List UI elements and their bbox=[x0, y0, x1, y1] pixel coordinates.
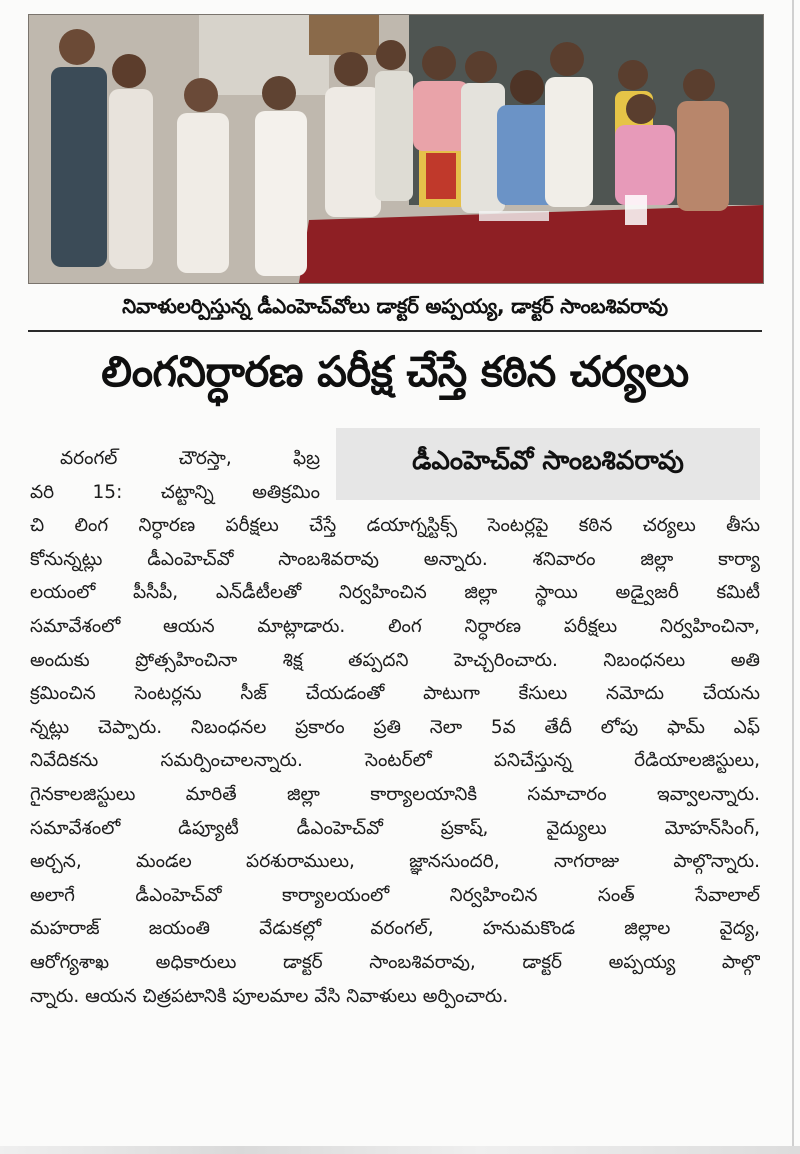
body-line: అలాగే డీఎంహెచ్‌వో కార్యాలయంలో నిర్వహించిన సంత్ సేవాలాల్ bbox=[30, 884, 760, 906]
article-headline: లింగనిర్ధారణ పరీక్ష చేస్తే కఠిన చర్యలు bbox=[101, 347, 689, 396]
clipping-edge bbox=[0, 1146, 800, 1154]
body-line: న్నట్లు చెప్పారు. నిబంధనల ప్రకారం ప్రతి నెలా 5వ తేదీ లోపు ఫామ్ ఎఫ్ bbox=[30, 716, 760, 738]
body-line: అందుకు ప్రోత్సహించినా శిక్ష తప్పదని హెచ్చరించారు. నిబంధనలు అతి bbox=[30, 649, 760, 671]
body-line: చి లింగ నిర్ధారణ పరీక్షలు చేస్తే డయాగ్నస్టిక్స్ సెంటర్లపై కఠిన చర్యలు తీసు bbox=[30, 515, 760, 537]
body-line: మహరాజ్ జయంతి వేడుకల్లో వరంగల్, హనుమకొండ జిల్లాల వైద్య, bbox=[30, 918, 760, 940]
body-line: సమావేశంలో ఆయన మాట్లాడారు. లింగ నిర్ధారణ పరీక్షలు నిర్వహించినా, bbox=[30, 615, 760, 637]
news-photo bbox=[28, 14, 764, 284]
article-body bbox=[30, 442, 760, 1013]
column-divider bbox=[792, 0, 794, 1154]
wall-frame bbox=[309, 15, 379, 55]
photo-caption: నివాళులర్పిస్తున్న డీఎంహెచ్‌వోలు డాక్టర్ అప్పయ్య, డాక్టర్ సాంబశివరావు bbox=[28, 286, 762, 332]
photo-illustration bbox=[29, 15, 763, 283]
body-line: లయంలో పీసీపీ, ఎన్‌డీటీలతో నిర్వహించిన జిల్లా స్థాయి అడ్వైజరీ కమిటీ bbox=[30, 582, 760, 604]
body-line: న్నారు. ఆయన చిత్రపటానికి పూలమాల వేసి నివాళులు అర్పించారు. bbox=[30, 985, 509, 1007]
body-line: నివేదికను సమర్పించాలన్నారు. సెంటర్‌లో పనిచేస్తున్న రేడియాలజిస్టులు, bbox=[30, 750, 760, 772]
body-line: ఆరోగ్యశాఖ అధికారులు డాక్టర్ సాంబశివరావు, డాక్టర్ అప్పయ్య పాల్గొ bbox=[30, 951, 760, 973]
body-line: సమావేశంలో డిప్యూటీ డీఎంహెచ్‌వో ప్రకాష్, వైద్యులు మోహన్‌సింగ్, bbox=[30, 817, 760, 839]
body-line: వరంగల్ చౌరస్తా, ఫిబ్ర bbox=[60, 448, 320, 469]
article-subheadline: డీఎంహెచ్‌వో సాంబశివరావు bbox=[336, 428, 760, 500]
body-line: క్రమించిన సెంటర్లను సీజ్ చేయడంతో పాటుగా కేసులు నమోదు చేయను bbox=[30, 683, 760, 705]
body-line: కోనున్నట్లు డీఎంహెచ్‌వో సాంబశివరావు అన్నారు. శనివారం జిల్లా కార్యా bbox=[30, 548, 760, 570]
body-line: వరి 15: చట్టాన్ని అతిక్రమిం bbox=[30, 481, 320, 503]
body-line: గైనకాలజిస్టులు మారితే జిల్లా కార్యాలయానికి సమాచారం ఇవ్వాలన్నారు. bbox=[30, 783, 760, 805]
body-line: అర్చన, మండల పరశురాములు, జ్ఞానసుందరి, నాగరాజు పాల్గొన్నారు. bbox=[30, 851, 760, 873]
